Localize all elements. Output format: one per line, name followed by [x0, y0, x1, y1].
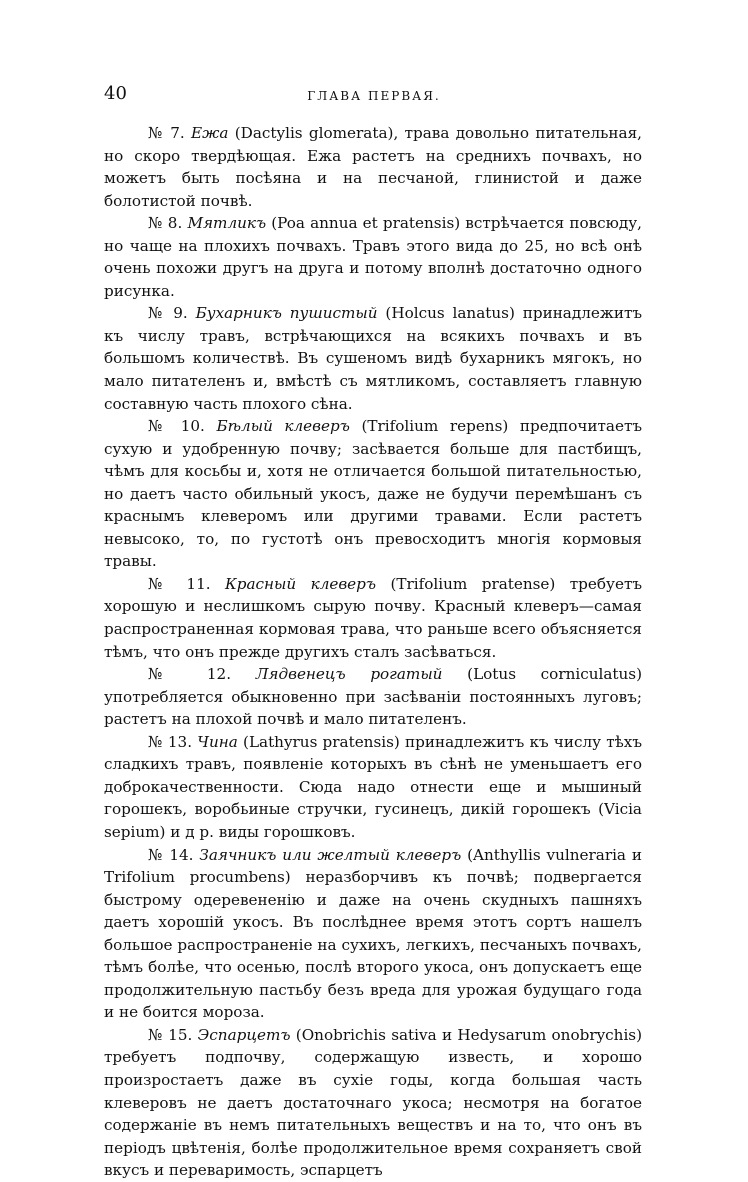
- plant-name: Красный клеверъ: [225, 574, 377, 593]
- paragraph-text: (Dactylis glomerata), трава довольно питательная, но скоро твердѣющая. Ежа растетъ на среднихъ почвахъ, но можетъ быть посѣяна и на песчаной, глинистой и даже болотистой почвѣ.: [104, 124, 642, 210]
- paragraph-text: (Onobrichis sativa и Hedysarum onobrychis) требуетъ подпочву, содержащую известь, и хорошо произростаетъ даже въ сухіе годы, когда большая часть клеверовъ не даетъ достаточнаго укоса; несмотря на богатое содержаніе въ немъ питательныхъ веществъ и на то, что онъ въ періодъ цвѣтенія, болѣе продолжительное время сохраняетъ свой вкусъ и переваримость, эспарцетъ: [104, 1025, 643, 1180]
- plant-name: Эспарцетъ: [197, 1025, 291, 1044]
- plant-name: Лядвенецъ рогатый: [255, 665, 443, 684]
- paragraph-text: (Lathyrus pratensis) принадлежитъ къ числу тѣхъ сладкихъ травъ, появленіе которыхъ въ сѣнѣ не уменьшаетъ его доброкачественности. Сюда надо отнести еще и мышиный горошекъ, воробьиные стручки, гусинецъ, дикій горошекъ (Vicia sepium) и д р. виды горошковъ.: [104, 732, 643, 841]
- item-number: № 15.: [148, 1025, 193, 1044]
- item-number: № 13.: [148, 732, 193, 751]
- paragraph-15: [104, 1024, 642, 1182]
- paragraph-12: [104, 663, 642, 731]
- item-number: № 14.: [148, 845, 194, 864]
- paragraph-8: [104, 212, 642, 302]
- running-head: ГЛАВА ПЕРВАЯ.: [307, 89, 441, 103]
- item-number: № 8.: [148, 214, 183, 233]
- paragraph-text: (Trifolium repens) предпочитаетъ сухую и удобренную почву; засѣвается больше для пастбищъ, чѣмъ для косьбы и, хотя не отличается большой питательностью, но даетъ часто обильный укосъ, даже не будучи перемѣшанъ съ краснымъ клеверомъ или другими травами. Если растетъ невысоко, то, по густотѣ онъ превосходитъ многія кормовыя травы.: [104, 417, 643, 571]
- page-number: 40: [104, 83, 127, 104]
- paragraph-text: (Anthyllis vulneraria и Trifolium procumbens) неразборчивъ къ почвѣ; подвергается быстрому одеревененію и даже на очень скудныхъ пашняхъ даетъ хорошій укосъ. Въ послѣднее время этотъ сортъ нашелъ большое распространеніе на сухихъ, легкихъ, песчаныхъ почвахъ, тѣмъ болѣе, что осенью, послѣ второго укоса, онъ допускаетъ еще продолжительную пастьбу безъ вреда для урожая будущаго года и не боится мороза.: [104, 845, 643, 1022]
- paragraph-9: [104, 302, 642, 415]
- item-number: № 10.: [148, 417, 205, 436]
- body-text: [104, 122, 642, 1182]
- paragraph-text: (Poa annua et pratensis) встрѣчается повсюду, но чаще на плохихъ почвахъ. Травъ этого вида до 25, но всѣ онѣ очень похожи другъ на друга и потому вполнѣ достаточно одного рисунка.: [104, 214, 643, 300]
- paragraph-10: [104, 415, 642, 573]
- paragraph-11: [104, 573, 642, 663]
- paragraph-text: (Lotus corniculatus) употребляется обыкновенно при засѣваніи постоянныхъ луговъ; растетъ на плохой почвѣ и мало питателенъ.: [104, 665, 643, 729]
- item-number: № 12.: [148, 665, 232, 684]
- paragraph-13: [104, 731, 642, 844]
- item-number: № 9.: [148, 304, 188, 323]
- paragraph-text: (Holcus lanatus) принадлежитъ къ числу травъ, встрѣчающихся на всякихъ почвахъ и въ большомъ количествѣ. Въ сушеномъ видѣ бухарникъ мягокъ, но мало питателенъ и, вмѣстѣ съ мятликомъ, составляетъ главную составную часть плохого сѣна.: [104, 304, 643, 413]
- plant-name: Заячникъ или желтый клеверъ: [199, 845, 462, 864]
- plant-name: Бухарникъ пушистый: [195, 304, 378, 323]
- paragraph-14: [104, 844, 642, 1024]
- plant-name: Ежа: [191, 124, 229, 142]
- paragraph-7: [104, 122, 642, 212]
- item-number: № 11.: [148, 574, 211, 593]
- item-number: № 7.: [148, 124, 185, 142]
- plant-name: Бѣлый клеверъ: [216, 417, 350, 436]
- plant-name: Чина: [197, 732, 238, 751]
- plant-name: Мятликъ: [187, 214, 267, 233]
- paragraph-text: (Trifolium pratense) требуетъ хорошую и неслишкомъ сырую почву. Красный клеверъ—самая распространенная кормовая трава, что раньше всего объясняется тѣмъ, что онъ прежде другихъ сталъ засѣваться.: [104, 574, 643, 661]
